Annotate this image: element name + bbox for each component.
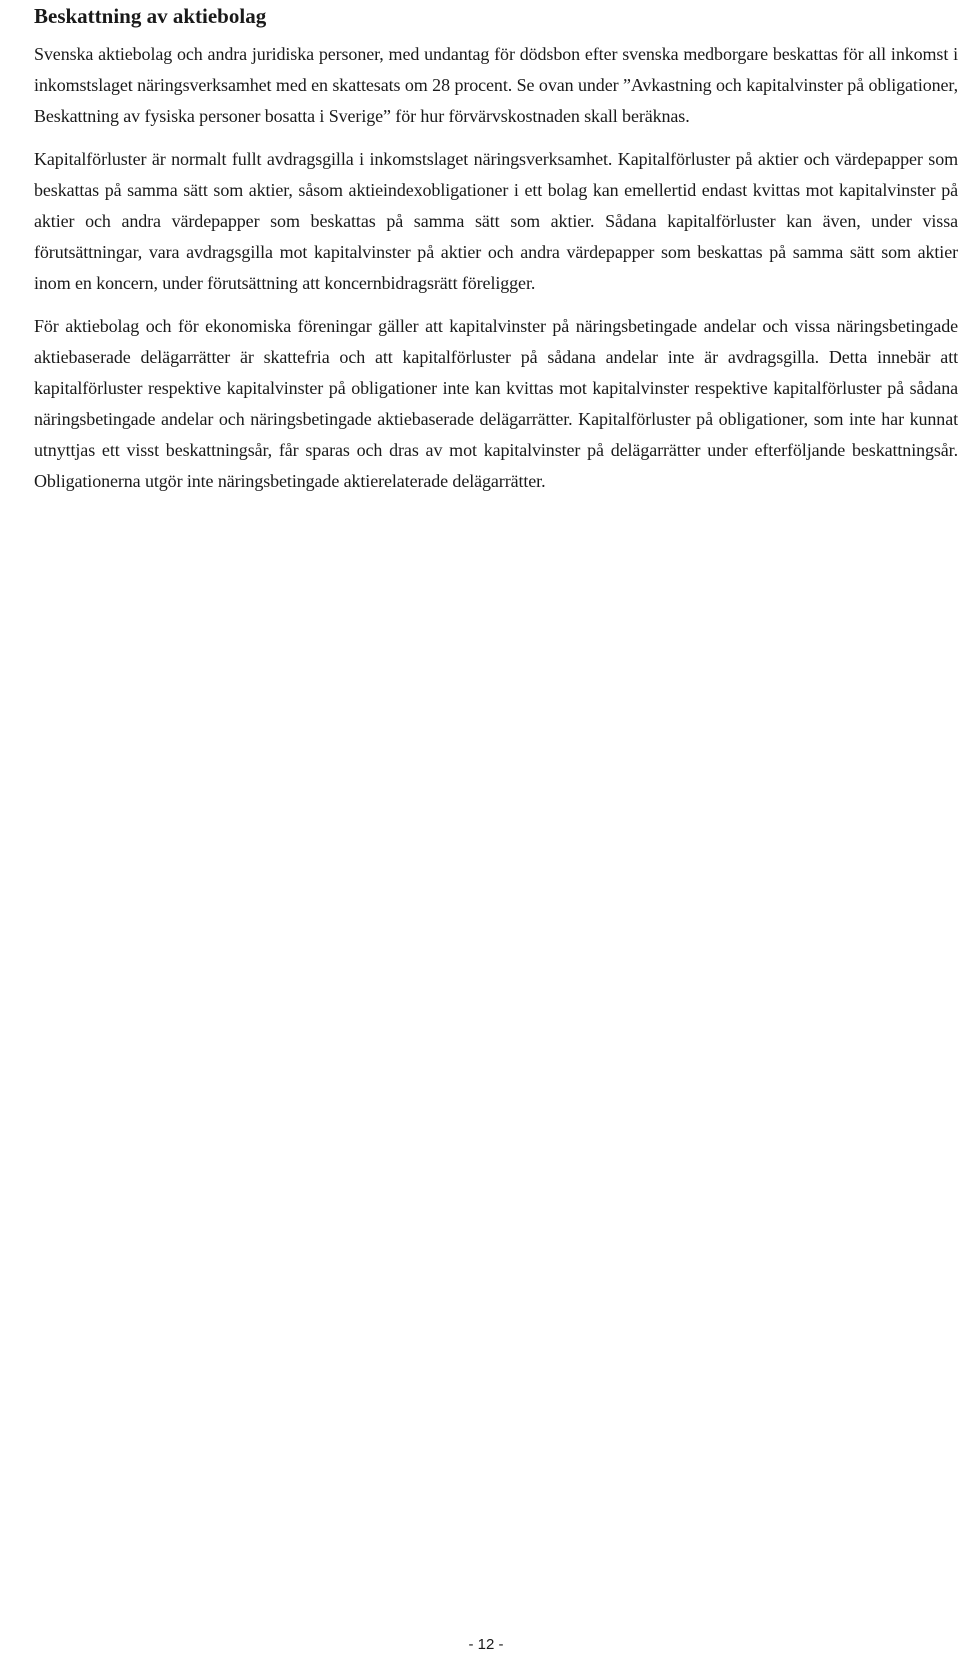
page-number: - 12 - — [468, 1636, 504, 1653]
section-heading: Beskattning av aktiebolag — [34, 4, 267, 28]
paragraph-tax-rate: Svenska aktiebolag och andra juridiska personer, med undantag för dödsbon efter svenska medborgare beskattas för all inkomst i inkomstslaget näringsverksamhet med en skattesats om 28 procent. Se ovan under ”Avkastning och kapitalvinster på obligationer, Beskattning av fysiska personer bosatta i Sverige” för hur förvärvskostnaden skall beräknas. — [34, 44, 958, 126]
paragraph-business-shares: För aktiebolag och för ekonomiska föreningar gäller att kapitalvinster på näringsbetingade andelar och vissa näringsbetingade aktiebaserade delägarrätter är skattefria och att kapitalförluster på sådana andelar inte är avdragsgilla. Detta innebär att kapitalförluster respektive kapitalvinster på obligationer inte kan kvittas mot kapitalvinster respektive kapitalförluster på sådana näringsbetingade andelar och näringsbetingade aktiebaserade delägarrätter. Kapitalförluster på obligationer, som inte har kunnat utnyttjas ett visst beskattningsår, får sparas och dras av mot kapitalvinster på delägarrätter under efterföljande beskattningsår. Obligationerna utgör inte näringsbetingade aktierelaterade delägarrätter. — [34, 316, 958, 491]
document-page — [34, 0, 958, 509]
page-footer — [0, 1636, 960, 1654]
paragraph-capital-losses: Kapitalförluster är normalt fullt avdragsgilla i inkomstslaget näringsverksamhet. Kapitalförluster på aktier och värdepapper som beskattas på samma sätt som aktier, såsom aktieindexobligationer i ett bolag kan emellertid endast kvittas mot kapitalvinster på aktier och andra värdepapper som beskattas på samma sätt som aktier. Sådana kapitalförluster kan även, under vissa förutsättningar, vara avdragsgilla mot kapitalvinster på aktier och andra värdepapper som beskattas på samma sätt som aktier inom en koncern, under förutsättning att koncernbidragsrätt föreligger. — [34, 149, 958, 293]
